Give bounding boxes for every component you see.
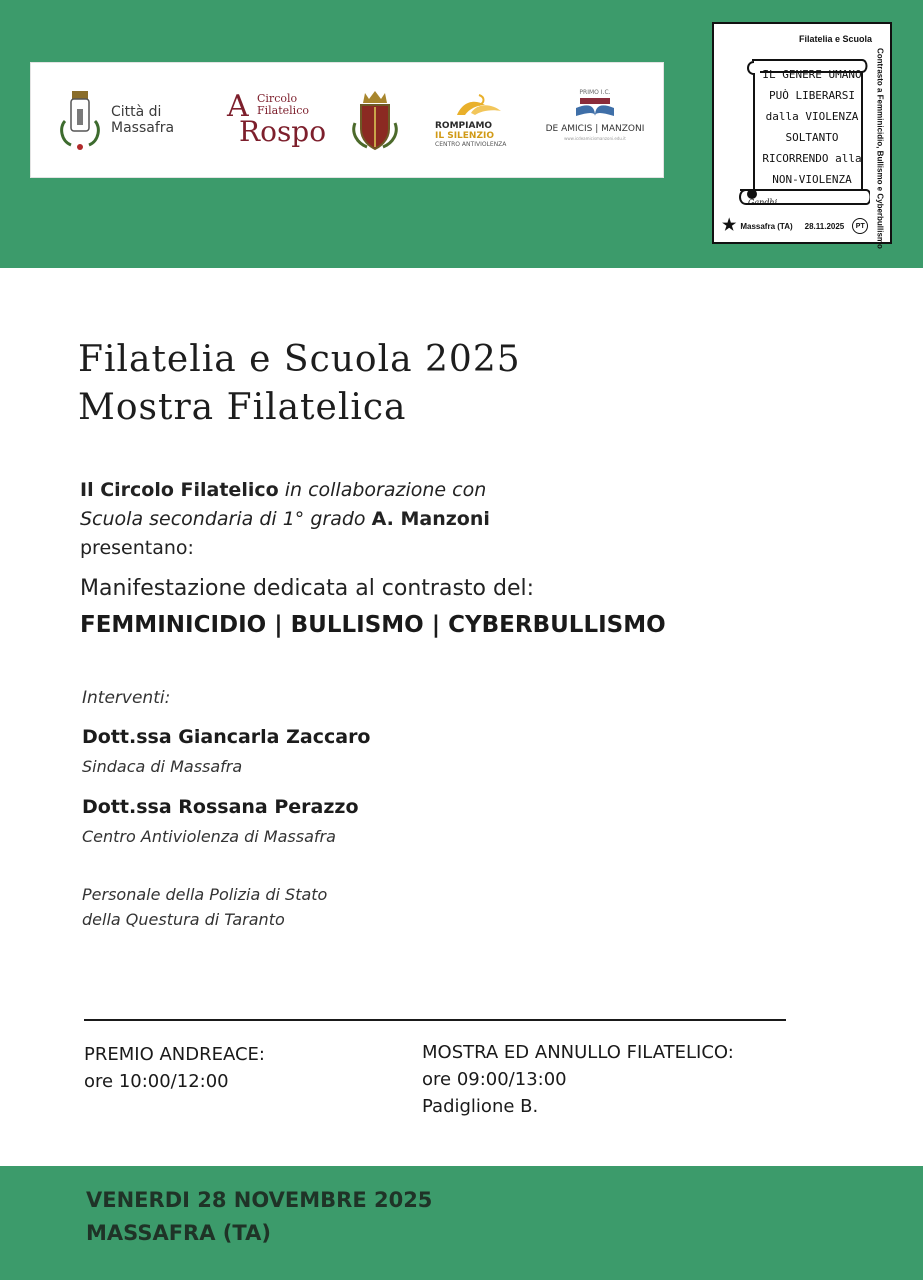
speaker-role: Centro Antiviolenza di Massafra	[82, 827, 336, 846]
police-personnel	[82, 882, 327, 932]
stamp-vertical-caption	[873, 48, 887, 249]
mostra-place: Padiglione B.	[422, 1096, 539, 1117]
premio-info	[84, 1041, 265, 1095]
intro-paragraph	[80, 476, 490, 563]
premio-time: ore 10:00/12:00	[84, 1071, 229, 1092]
rospo-logo	[227, 87, 327, 157]
title-line1: Filatelia e Scuola 2025	[78, 339, 521, 380]
deamicis-logo-url: www.icdeamicismanzoni.edu.it	[564, 136, 626, 141]
premio-title: PREMIO ANDREACE:	[84, 1044, 265, 1065]
sponsor-logo-strip	[30, 62, 664, 178]
stamp-vertical-text: Contrasto a Femminicidio, Bullismo e Cyberbullismo	[875, 48, 885, 249]
rompiamo-logo	[435, 93, 519, 148]
stamp-quote-line: dalla VIOLENZA	[765, 110, 859, 123]
intro-present: presentano:	[80, 537, 194, 559]
deamicis-logo-name: DE AMICIS | MANZONI	[545, 124, 645, 134]
intro-collaboration: in collaborazione con	[284, 479, 487, 501]
stamp-date: 28.11.2025	[804, 221, 845, 231]
stamp-quote-line: PUÒ LIBERARSI	[768, 89, 856, 102]
police-logo	[349, 89, 401, 153]
stamp-title: Filatelia e Scuola	[798, 34, 872, 44]
manifestation-heading: Manifestazione dedicata al contrasto del:	[80, 576, 535, 601]
mostra-time: ore 09:00/13:00	[422, 1069, 567, 1090]
police-crest-icon	[349, 89, 401, 153]
footer-place: MASSAFRA (TA)	[86, 1221, 271, 1245]
deamicis-logo-top: PRIMO I.C.	[579, 89, 611, 96]
massafra-logo-line1: Città di	[111, 104, 162, 120]
massafra-crest-icon	[57, 87, 103, 153]
deamicis-logo	[545, 89, 645, 141]
interventi-label: Interventi:	[82, 688, 171, 708]
intro-school-name: A. Manzoni	[371, 508, 490, 530]
massafra-logo-line2: Massafra	[111, 120, 175, 136]
speaker-name: Dott.ssa Giancarla Zaccaro	[82, 726, 371, 748]
section-divider	[84, 1019, 786, 1021]
rospo-logo-line1: Circolo	[257, 92, 298, 105]
stamp-quote-line: SOLTANTO	[785, 131, 839, 144]
police-line2: della Questura di Taranto	[82, 910, 285, 929]
intro-school: Scuola secondaria di 1° grado	[80, 508, 366, 530]
event-date-footer	[86, 1184, 432, 1250]
rompiamo-logo-line3: CENTRO ANTIVIOLENZA	[435, 141, 507, 148]
speaker-name: Dott.ssa Rossana Perazzo	[82, 796, 359, 818]
police-line1: Personale della Polizia di Stato	[82, 885, 328, 904]
star-icon: ★	[722, 217, 737, 234]
stamp-footer	[722, 218, 884, 234]
poste-italiane-pt-icon: PT	[852, 218, 868, 234]
speaker-role: Sindaca di Massafra	[82, 757, 243, 776]
mostra-info	[422, 1039, 734, 1120]
deamicis-book-icon	[572, 96, 618, 118]
stamp-signature: Gandhi	[748, 198, 778, 207]
rospo-logo-name: Rospo	[239, 115, 327, 148]
footer-date: VENERDI 28 NOVEMBRE 2025	[86, 1188, 433, 1212]
philatelic-cancellation-stamp	[712, 22, 892, 249]
rospo-logo-letter: A	[227, 89, 249, 124]
massafra-logo	[57, 87, 174, 153]
stamp-place: Massafra (TA)	[740, 221, 793, 231]
stamp-quote-line: IL GENERE UMANO	[762, 68, 862, 81]
themes-heading: FEMMINICIDIO | BULLISMO | CYBERBULLISMO	[80, 612, 666, 638]
mostra-title: MOSTRA ED ANNULLO FILATELICO:	[422, 1042, 734, 1063]
intro-organizer: Il Circolo Filatelico	[80, 479, 279, 501]
title-line2: Mostra Filatelica	[78, 387, 407, 428]
rompiamo-logo-line2: IL SILENZIO	[435, 131, 494, 141]
rompiamo-flower-icon	[435, 93, 505, 117]
page-title	[78, 336, 521, 432]
rompiamo-logo-line1: ROMPIAMO	[435, 121, 493, 131]
rospo-logo-line2: Filatelico	[257, 104, 309, 117]
stamp-quote-line: NON-VIOLENZA	[772, 173, 852, 186]
stamp-quote	[752, 64, 872, 190]
massafra-logo-text	[111, 104, 174, 136]
stamp-quote-line: RICORRENDO alla	[762, 152, 862, 165]
